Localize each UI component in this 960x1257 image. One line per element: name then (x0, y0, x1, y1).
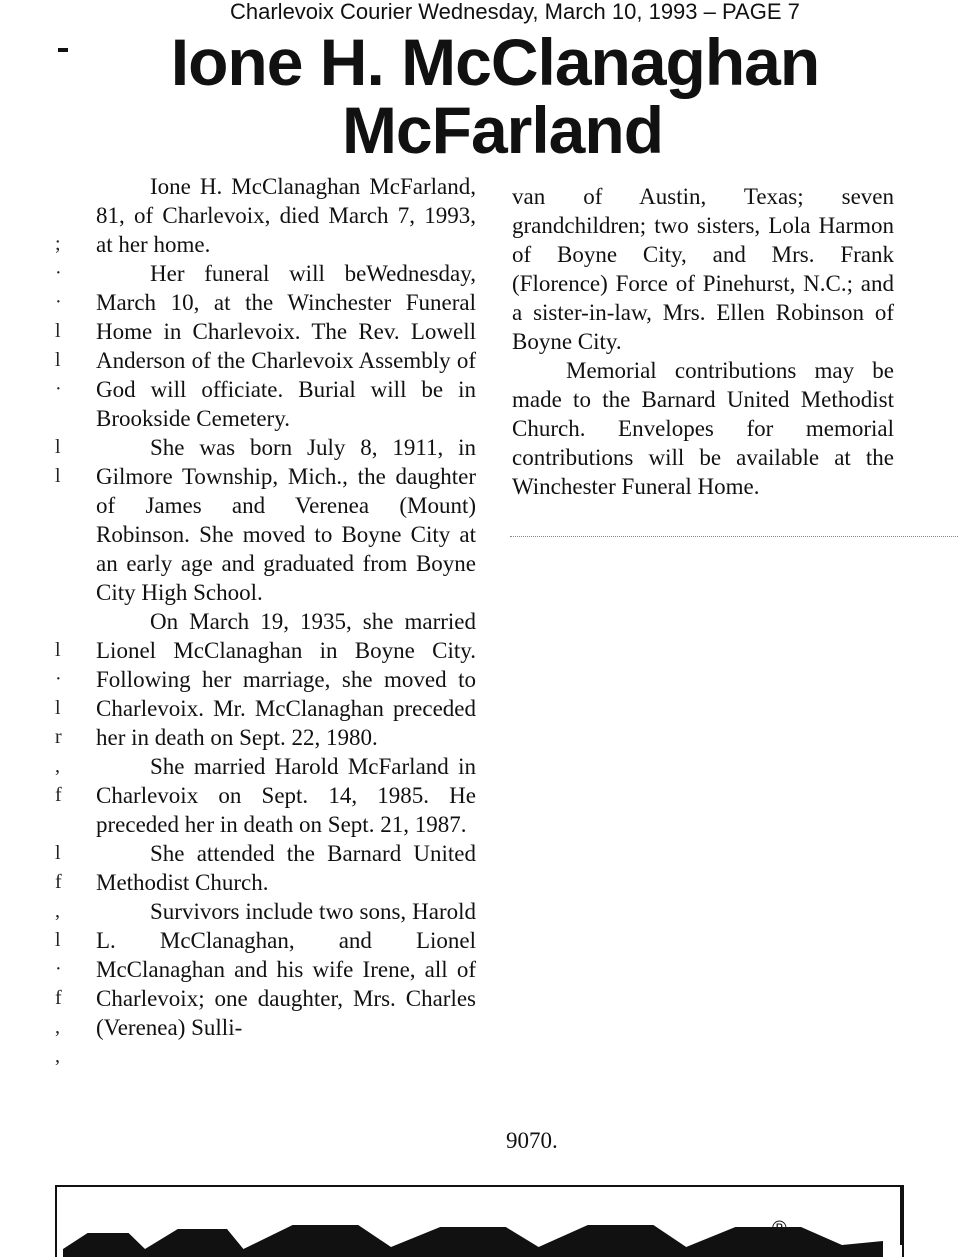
paragraph-death: Ione H. McClanaghan McFarland, 81, of Charlevoix, died March 7, 1993, at her home. (96, 174, 476, 257)
advertisement-lettering (63, 1225, 883, 1257)
paragraph-survivors-continued: van of Austin, Texas; seven grandchildren; two sisters, Lola Harmon of Boyne City, and Mrs. Frank (Florence) Force of Pinehurst, N.C.; and a sister-in-law, Mrs. Ellen Robinson of Boyne City. (512, 184, 894, 354)
paragraph-first-marriage: On March 19, 1935, she married Lionel McClanaghan in Boyne City. Following her marriage, she moved to Charlevoix. Mr. McClanaghan preceded her in death on Sept. 22, 1980. (96, 609, 476, 750)
column-divider-rule (510, 536, 958, 537)
title-line-2: McFarland (341, 93, 664, 167)
right-column (512, 182, 894, 501)
newspaper-header: Charlevoix Courier Wednesday, March 10, 1993 – PAGE 7 (230, 0, 800, 24)
registered-mark: ® (772, 1218, 787, 1240)
title-line-1: Ione H. McClanaghan (170, 25, 820, 99)
obituary-title (0, 25, 960, 167)
stray-number: 9070. (506, 1128, 558, 1153)
paragraph-funeral: Her funeral will beWednesday, March 10, at the Winchester Funeral Home in Charlevoix. The Rev. Lowell Anderson of the Charlevoix Assembly of God will officiate. Burial will be in Brookside Cemetery. (96, 261, 476, 431)
paragraph-survivors: Survivors include two sons, Harold L. McClanaghan, and Lionel McClanaghan and his wife Irene, all of Charlevoix; one daughter, Mrs. Charles (Verenea) Sulli- (96, 899, 476, 1040)
scan-edge-marks: ; · · l l · l l l · l r , f l f , l · f , , (55, 233, 62, 1067)
left-column (96, 172, 476, 1042)
paragraph-birth: She was born July 8, 1911, in Gilmore Township, Mich., the daughter of James and Verenea (Mount) Robinson. She moved to Boyne City at an early age and graduated from Boyne City High School. (96, 435, 476, 605)
paragraph-church: She attended the Barnard United Methodist Church. (96, 841, 476, 895)
paragraph-memorial: Memorial contributions may be made to the Barnard United Methodist Church. Envelopes for memorial contributions will be available at the Winchester Funeral Home. (512, 358, 894, 499)
ad-border-line (900, 1185, 902, 1245)
paragraph-second-marriage: She married Harold McFarland in Charlevoix on Sept. 14, 1985. He preceded her in death on Sept. 21, 1987. (96, 754, 476, 837)
